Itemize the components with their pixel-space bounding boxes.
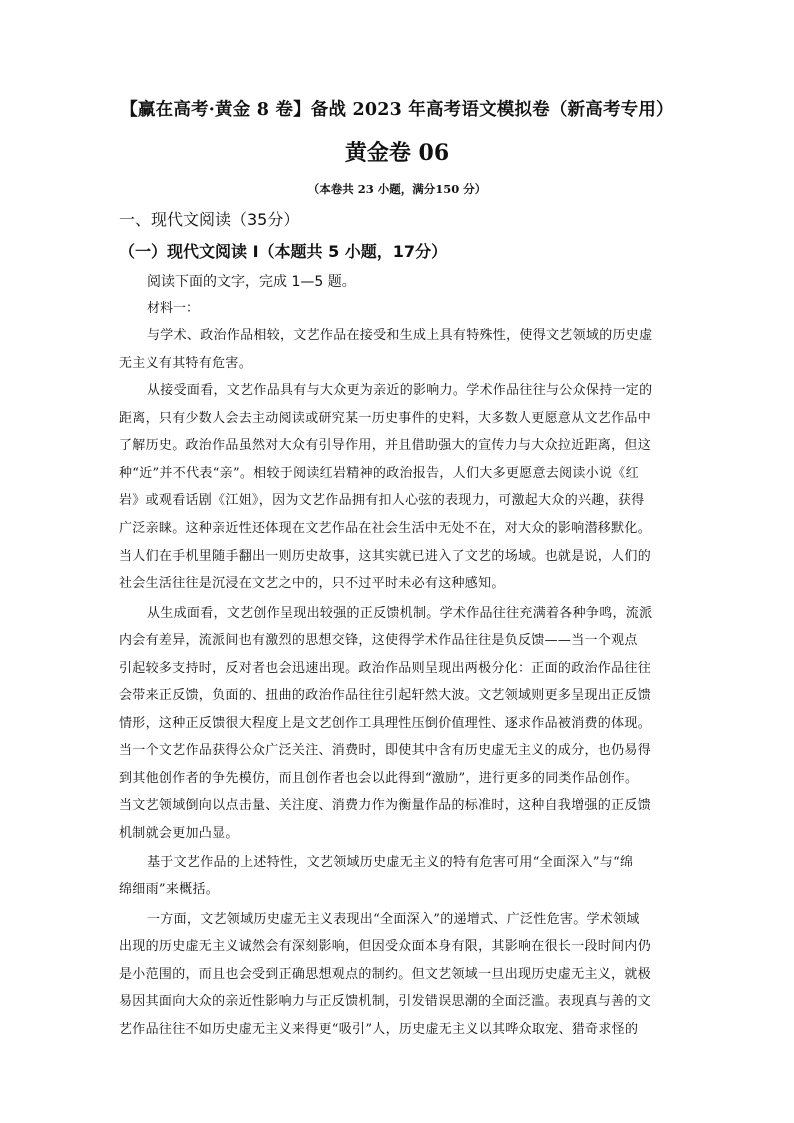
paragraph-line: 引起较多支持时，反对者也会迅速出现。政治作品则呈现出两极分化：正面的政治作品往往 bbox=[119, 661, 652, 676]
paragraph-line: 基于文艺作品的上述特性，文艺领域历史虚无主义的特有危害可用“全面深入”与“绵 bbox=[147, 855, 634, 870]
paragraph-line: 从生成面看，文艺创作呈现出较强的正反馈机制。学术作品往往充满着各种争鸣，流派 bbox=[147, 606, 653, 621]
paragraph-line: 社会生活往往是沉浸在文艺之中的，只不过平时未必有这种感知。 bbox=[119, 576, 505, 591]
paragraph-line: 种“近”并不代表“亲”。相较于阅读红岩精神的政治报告，人们大多更愿意去阅读小说《红 bbox=[119, 466, 639, 481]
paragraph-line: 与学术、政治作品相较，文艺作品在接受和生成上具有特殊性，使得文艺领域的历史虚 bbox=[147, 328, 653, 343]
paragraph-line: 情形，这种正反馈很大程度上是文艺创作工具理性压倒价值理性、逐求作品被消费的体现。 bbox=[119, 716, 652, 731]
paragraph-line: 当一个文艺作品获得公众广泛关注、消费时，即使其中含有历史虚无主义的成分，也仍易得 bbox=[119, 743, 652, 758]
paragraph-line: 易因其面向大众的亲近性影响力与正反馈机制，引发错误思潮的全面泛滥。表现真与善的文 bbox=[119, 994, 652, 1009]
material-label: 材料一： bbox=[147, 301, 200, 316]
paragraph-line: 一方面，文艺领域历史虚无主义表现出“全面深入”的递增式、广泛性危害。学术领域 bbox=[147, 912, 640, 927]
paragraph-line: 当人们在手机里随手翻出一则历史故事，这其实就已进入了文艺的场域。也就是说，人们的 bbox=[119, 549, 652, 564]
header-title: 【赢在高考·黄金 8 卷】备战 2023 年高考语文模拟卷（新高考专用） bbox=[120, 100, 674, 120]
paragraph-line: 出现的历史虚无主义诚然会有深刻影响，但因受众面本身有限，其影响在很长一段时间内仍 bbox=[119, 939, 652, 954]
section-heading: 一、现代文阅读（35分） bbox=[119, 210, 300, 229]
paragraph-line: 广泛亲睐。这种亲近性还体现在文艺作品在社会生活中无处不在，对大众的影响潜移默化。 bbox=[119, 521, 652, 536]
paragraph-line: 无主义有其特有危害。 bbox=[119, 356, 253, 371]
paragraph-line: 绵细雨”来概括。 bbox=[119, 882, 220, 897]
paragraph-line: 艺作品往往不如历史虚无主义来得更“吸引”人，历史虚无主义以其哗众取宠、猎奇求怪的 bbox=[119, 1022, 639, 1037]
paragraph-line: 距离，只有少数人会去主动阅读或研究某一历史事件的史料，大多数人更愿意从文艺作品中 bbox=[119, 411, 652, 426]
paragraph-line: 从接受面看，文艺作品具有与大众更为亲近的影响力。学术作品往往与公众保持一定的 bbox=[147, 383, 653, 398]
paragraph-line: 当文艺领域倒向以点击量、关注度、消费力作为衡量作品的标准时，这种自我增强的正反馈 bbox=[119, 798, 652, 813]
paper-title: 黄金卷 06 bbox=[344, 140, 450, 166]
subsection-heading: （一）现代文阅读 I（本题共 5 小题，17分） bbox=[119, 242, 448, 261]
paragraph-line: 岩》或观看话剧《江姐》，因为文艺作品拥有扣人心弦的表现力，可激起大众的兴趣，获得 bbox=[119, 493, 645, 508]
paragraph-line: 会带来正反馈，负面的、扭曲的政治作品往往引起轩然大波。文艺领域则更多呈现出正反馈 bbox=[119, 688, 652, 703]
paragraph-line: 到其他创作者的争先模仿，而且创作者也会以此得到“激励”，进行更多的同类作品创作。 bbox=[119, 771, 639, 786]
paragraph-line: 内会有差异，流派间也有激烈的思想交锋，这使得学术作品往往是负反馈——当一个观点 bbox=[119, 633, 638, 648]
instruction-text: 阅读下面的文字，完成 1—5 题。 bbox=[147, 274, 356, 290]
paper-note: （本卷共 23 小题，满分150 分） bbox=[307, 182, 487, 196]
paragraph-line: 了解历史。政治作品虽然对大众有引导作用，并且借助强大的宣传力与大众拉近距离，但这 bbox=[119, 438, 652, 453]
paragraph-line: 是小范围的，而且也会受到正确思想观点的制约。但文艺领域一旦出现历史虚无主义，就极 bbox=[119, 967, 652, 982]
paragraph-line: 机制就会更加凸显。 bbox=[119, 826, 239, 841]
